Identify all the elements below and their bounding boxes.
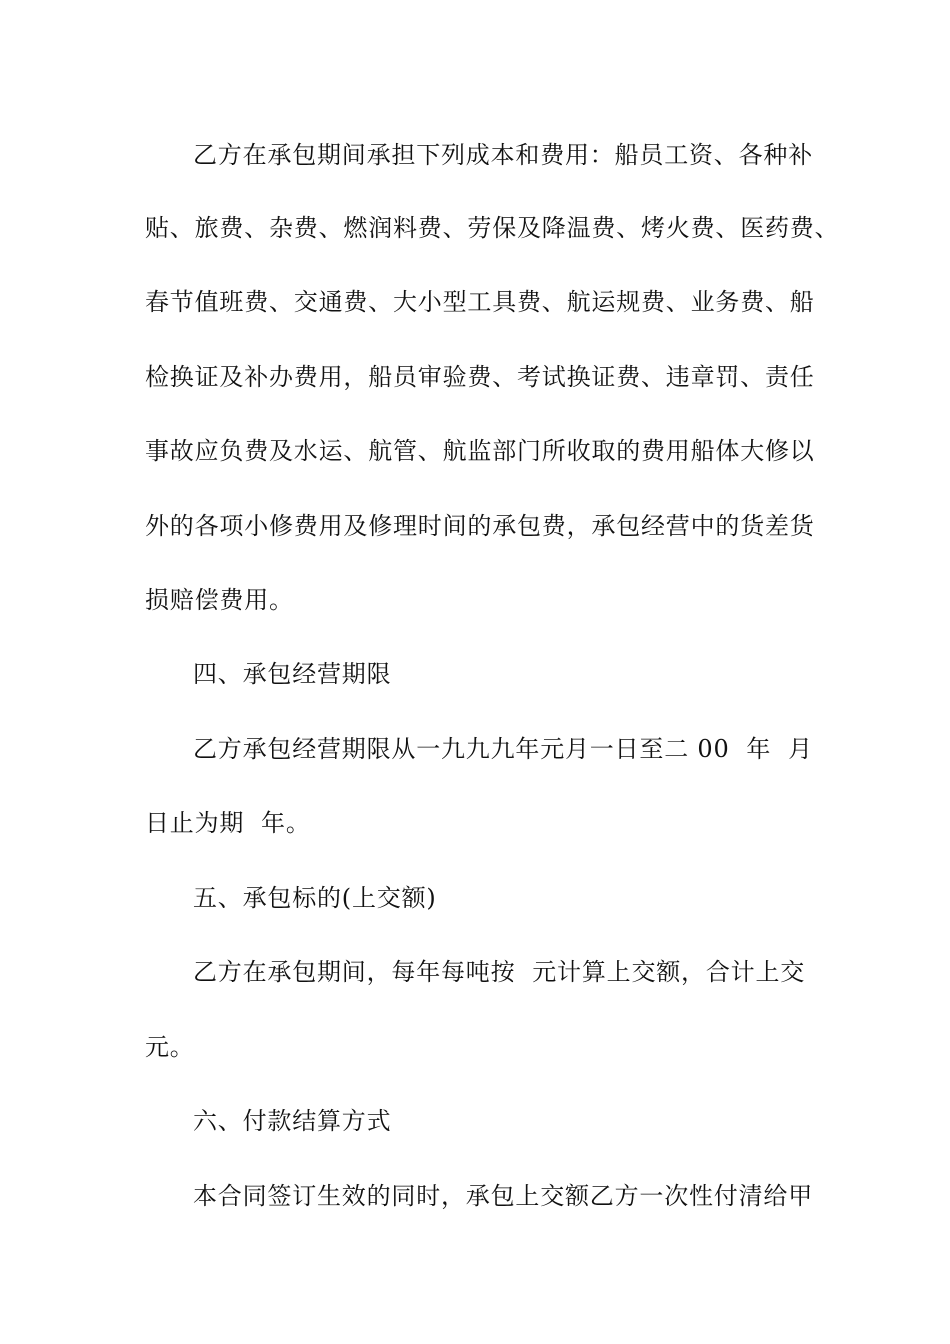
paragraph-costs-line-6: 外的各项小修费用及修理时间的承包费，承包经营中的货差货 [145, 512, 815, 540]
paragraph-costs-line-2: 贴、旅费、杂费、燃润料费、劳保及降温费、烤火费、医药费、 [145, 214, 840, 242]
paragraph-payment-line-1: 本合同签订生效的同时，承包上交额乙方一次性付清给甲 [193, 1182, 813, 1210]
paragraph-costs-line-3: 春节值班费、交通费、大小型工具费、航运规费、业务费、船 [145, 288, 815, 316]
paragraph-target-line-2: 元。 [145, 1033, 195, 1061]
section-heading-target: 五、承包标的(上交额) [193, 884, 437, 912]
paragraph-costs-line-5: 事故应负费及水运、航管、航监部门所收取的费用船体大修以 [145, 437, 815, 465]
section-heading-term: 四、承包经营期限 [193, 660, 392, 688]
paragraph-costs-line-7: 损赔偿费用。 [145, 586, 294, 614]
paragraph-target-line-1: 乙方在承包期间，每年每吨按 元计算上交额，合计上交 [193, 958, 806, 986]
paragraph-costs-line-1: 乙方在承包期间承担下列成本和费用：船员工资、各种补 [193, 141, 813, 169]
paragraph-costs-line-4: 检换证及补办费用，船员审验费、考试换证费、违章罚、责任 [145, 363, 815, 391]
paragraph-term-line-1: 乙方承包经营期限从一九九九年元月一日至二 00 年 月 [193, 735, 813, 763]
section-heading-payment: 六、付款结算方式 [193, 1107, 392, 1135]
paragraph-term-line-2: 日止为期 年。 [145, 809, 311, 837]
